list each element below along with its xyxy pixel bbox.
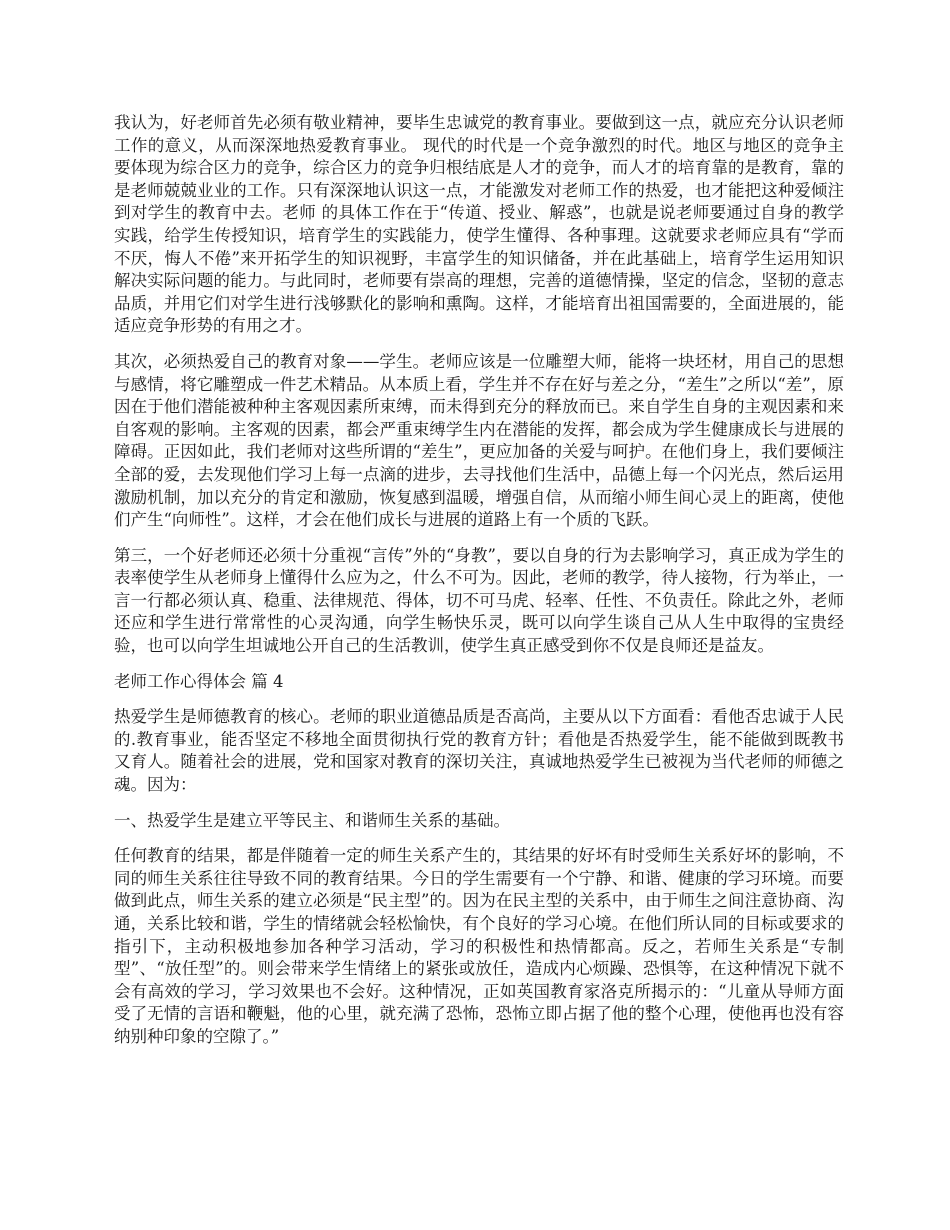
paragraph-teacher-dedication: 我认为，好老师首先必须有敬业精神，要毕生忠诚党的教育事业。要做到这一点，就应充分认识老师工作的意义，从而深深地热爱教育事业。 现代的时代是一个竞争激烈的时代。地区与地区的竞争主要体现为综合区力的竞争，综合区力的竞争归根结底是人才的竞争，而人才的培育靠的是教育，靠的是老师兢兢业业的工作。只有深深地认识这一点，才能激发对老师工作的热爱，也才能把这种爱倾注到对学生的教育中去。老师 的具体工作在于“传道、授业、解惑”，也就是说老师要通过自身的教学实践，给学生传授知识，培育学生的实践能力，使学生懂得、各种事理。这就要求老师应具有“学而不厌，悔人不倦”来开拓学生的知识视野，丰富学生的知识储备，并在此基础上，培育学生运用知识解决实际问题的能力。与此同时，老师要有崇高的理想，完善的道德情操，坚定的信念，坚韧的意志品质，并用它们对学生进行浅够默化的影响和熏陶。这样，才能培育出祖国需要的，全面进展的，能适应竞争形势的有用之才。 bbox=[114, 113, 844, 336]
paragraph-teacher-student-relationship: 任何教育的结果，都是伴随着一定的师生关系产生的，其结果的好坏有时受师生关系好坏的影响，不同的师生关系往往导致不同的教育结果。今日的学生需要有一个宁静、和谐、健康的学习环境。而要做到此点，师生关系的建立必须是“民主型”的。因为在民主型的关系中，由于师生之间注意协商、沟通，关系比较和谐，学生的情绪就会轻松愉快，有个良好的学习心境。在他们所认同的目标或要求的指引下，主动积极地参加各种学习活动，学习的积极性和热情都高。反之，若师生关系是“专制型”、“放任型”的。则会带来学生情绪上的紧张或放任，造成内心烦躁、恐惧等，在这种情况下就不会有高效的学习，学习效果也不会好。这种情况，正如英国教育家洛克所揭示的：“儿童从导师方面受了无情的言语和鞭魁，他的心里，就充满了恐怖，恐怖立即占据了他的整个心理，使他再也没有容纳别种印象的空隙了。” bbox=[114, 846, 844, 1046]
paragraph-lead-by-example: 第三，一个好老师还必须十分重视“言传”外的“身教”，要以自身的行为去影响学习，真正成为学生的表率使学生从老师身上懂得什么应为之，什么不可为。因此，老师的教学，待人接物，行为举止，一言一行都必须认真、稳重、法律规范、得体，切不可马虎、轻率、任性、不负责任。除此之外，老师还应和学生进行常常性的心灵沟通，向学生畅快乐灵，既可以向学生谈自己从人生中取得的宝贵经验，也可以向学生坦诚地公开自己的生活教训，使学生真正感受到你不仅是良师还是益友。 bbox=[114, 545, 844, 656]
section-heading: 老师工作心得体会 篇 4 bbox=[114, 671, 284, 691]
paragraph-love-students: 其次，必须热爱自己的教育对象——学生。老师应该是一位雕塑大师，能将一块坯材，用自己的思想与感情，将它雕塑成一件艺术精品。从本质上看，学生并不存在好与差之分，“差生”之所以“差”，原因在于他们潜能被种种主客观因素所束缚，而未得到充分的释放而已。来自学生自身的主观因素和来自客观的影响。主客观的因素，都会严重束缚学生内在潜能的发挥，都会成为学生健康成长与进展的障碍。正因如此，我们老师对这些所谓的“差生”，更应加备的关爱与呵护。在他们身上，我们要倾注全部的爱，去发现他们学习上每一点滴的进步，去寻找他们生活中，品德上每一个闪光点，然后运用激励机制，加以充分的肯定和激励，恢复感到温暖，增强自信，从而缩小师生间心灵上的距离，使他们产生“向师性”。这样，才会在他们成长与进展的道路上有一个质的飞跃。 bbox=[114, 351, 844, 530]
paragraph-point-one: 一、热爱学生是建立平等民主、和谐师生关系的基础。 bbox=[114, 810, 510, 830]
document-body bbox=[114, 112, 844, 1062]
paragraph-core-of-ethics: 热爱学生是师德教育的核心。老师的职业道德品质是否高尚，主要从以下方面看：看他否忠诚于人民的.教育事业，能否坚定不移地全面贯彻执行党的教育方针；看他是否热爱学生，能不能做到既教书又育人。随着社会的进展，党和国家对教育的深切关注，真诚地热爱学生已被视为当代老师的师德之魂。因为： bbox=[114, 707, 844, 795]
